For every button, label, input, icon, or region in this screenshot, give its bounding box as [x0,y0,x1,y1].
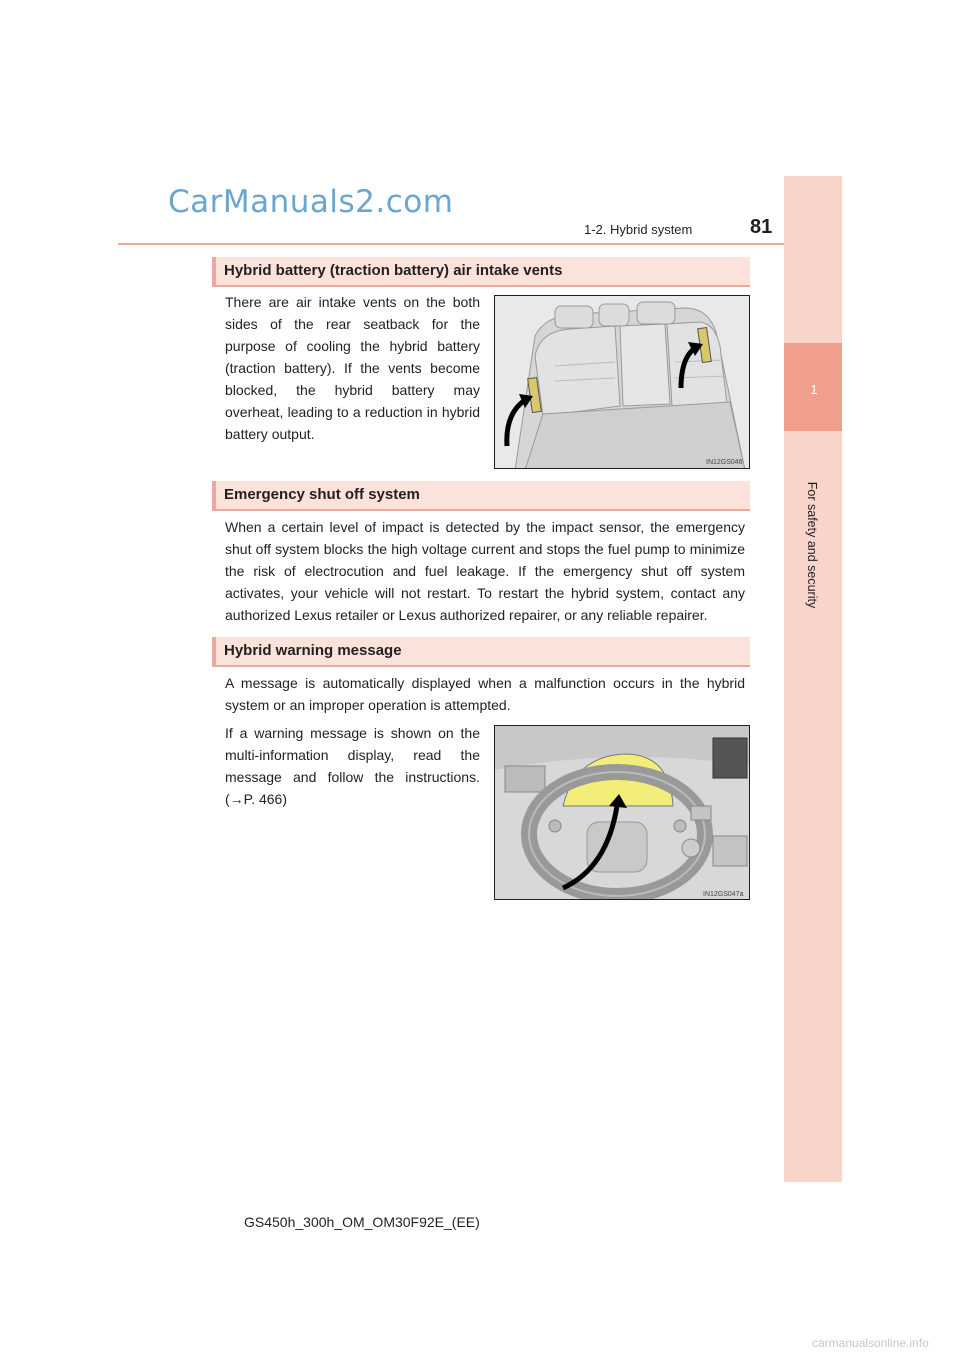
dashboard-drawing [495,726,750,900]
section-label: 1-2. Hybrid system [584,222,693,237]
figure-code: IN12GS046 [706,459,743,466]
warning-message-paragraph: A message is automatically displayed when a malfunction occurs in the hybrid system or an improper operation is attempted. [225,675,745,713]
carmanuals-watermark: CarManuals2.com [168,184,454,220]
carmanualsonline-watermark: carmanualsonline.info [812,1336,929,1350]
header-rule [118,243,840,245]
rear-seat-drawing [495,296,750,469]
chapter-title-vertical: For safety and security [805,481,820,609]
section-heading-emergency-shutoff: Emergency shut off system [212,481,750,511]
steering-wheel-illustration [494,725,750,900]
manual-footer-code: GS450h_300h_OM_OM30F92E_(EE) [244,1214,480,1230]
rear-seat-illustration [494,295,750,469]
page-number: 81 [750,216,773,238]
section-heading-air-intake: Hybrid battery (traction battery) air intake vents [212,257,750,287]
section-heading-warning-message: Hybrid warning message [212,637,750,667]
warning-instructions-paragraph: If a warning message is shown on the multi-information display, read the message and follow the instructions. (→P. 466) [225,725,480,807]
figure-code: IN12GS047a [703,891,744,898]
chapter-side-tab [784,176,842,1182]
emergency-shutoff-paragraph: When a certain level of impact is detected by the impact sensor, the emergency shut off system blocks the high voltage current and stops the fuel pump to minimize the risk of electrocution and fuel leakage. If the emergency shut off system activates, your vehicle will not restart. To restart the hybrid system, contact any authorized Lexus retailer or Lexus authorized repairer, or any reliable repairer. [225,519,745,623]
air-intake-paragraph: There are air intake vents on the both sides of the rear seatback for the purpose of cooling the hybrid battery (traction battery). If the vents become blocked, the hybrid battery may overheat, leading to a reduction in hybrid battery output. [225,294,480,442]
chapter-number: 1 [810,382,818,397]
